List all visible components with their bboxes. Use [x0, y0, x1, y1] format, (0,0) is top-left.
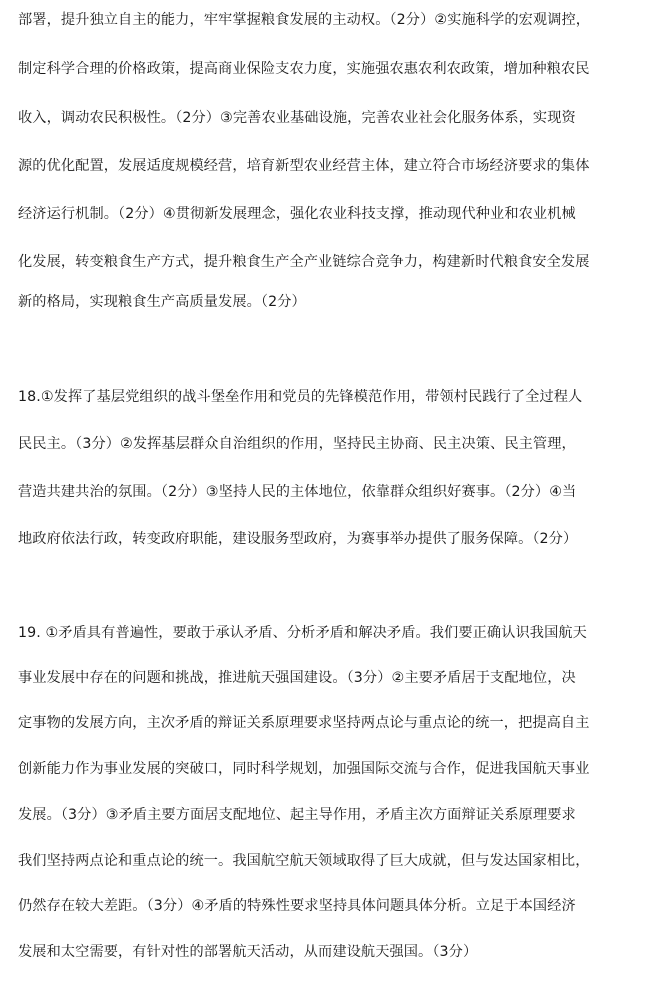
text-line: 发展。（3分）③矛盾主要方面居支配地位、起主导作用，矛盾主次方面辩证关系原理要求 — [18, 807, 576, 823]
text-line: 地政府依法行政，转变政府职能，建设服务型政府，为赛事举办提供了服务保障。（2分） — [18, 531, 578, 547]
text-line: 事业发展中存在的问题和挑战，推进航天强国建设。（3分）②主要矛盾居于支配地位，决 — [18, 670, 576, 686]
text-line: 创新能力作为事业发展的突破口，同时科学规划，加强国际交流与合作，促进我国航天事业 — [18, 761, 590, 777]
text-line: 源的优化配置，发展适度规模经营，培育新型农业经营主体，建立符合市场经济要求的集体 — [18, 158, 590, 174]
text-line: 19. ①矛盾具有普遍性，要敢于承认矛盾、分析矛盾和解决矛盾。我们要正确认识我国航天 — [18, 625, 587, 641]
text-line: 化发展，转变粮食生产方式，提升粮食生产全产业链综合竞争力，构建新时代粮食安全发展 — [18, 254, 590, 270]
text-line: 民民主。（3分）②发挥基层群众自治组织的作用，坚持民主协商、民主决策、民主管理， — [18, 436, 576, 452]
text-line: 发展和太空需要，有针对性的部署航天活动，从而建设航天强国。（3分） — [18, 944, 478, 960]
text-line: 18.①发挥了基层党组织的战斗堡垒作用和党员的先锋模范作用，带领村民践行了全过程人 — [18, 389, 583, 405]
text-line: 营造共建共治的氛围。（2分）③坚持人民的主体地位，依靠群众组织好赛事。（2分）④当 — [18, 484, 577, 500]
text-line: 经济运行机制。（2分）④贯彻新发展理念，强化农业科技支撑，推动现代种业和农业机械 — [18, 206, 576, 222]
text-line: 新的格局，实现粮食生产高质量发展。（2分） — [18, 294, 306, 310]
text-line: 部署，提升独立自主的能力，牢牢掌握粮食发展的主动权。（2分）②实施科学的宏观调控， — [18, 12, 591, 28]
text-line: 我们坚持两点论和重点论的统一。我国航空航天领域取得了巨大成就，但与发达国家相比， — [18, 853, 590, 869]
text-line: 收入，调动农民积极性。（2分）③完善农业基础设施，完善农业社会化服务体系，实现资 — [18, 110, 576, 126]
text-line: 制定科学合理的价格政策，提高商业保险支农力度，实施强农惠农利农政策，增加种粮农民 — [18, 61, 590, 77]
text-line: 定事物的发展方向，主次矛盾的辩证关系原理要求坚持两点论与重点论的统一，把提高自主 — [18, 715, 590, 731]
text-line: 仍然存在较大差距。（3分）④矛盾的特殊性要求坚持具体问题具体分析。立足于本国经济 — [18, 898, 576, 914]
